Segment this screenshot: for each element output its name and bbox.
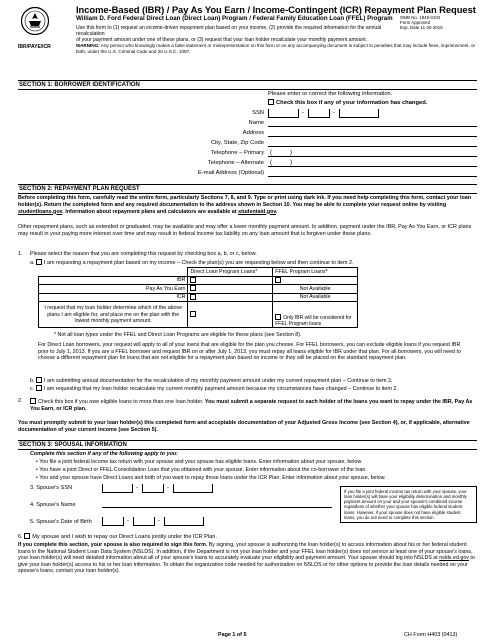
phone-alt-label: Telephone – Alternate: [207, 160, 264, 166]
phone-primary-paren-close: ): [290, 150, 292, 156]
spousal-bullet-2-text: You have a joint Direct or FFEL Consolidation Loan that you obtained with your spouse. Enter information about the co-borrower of the loan.: [39, 467, 367, 473]
nslds-link[interactable]: nslds.ed.gov: [439, 555, 469, 562]
warning-notice: [76, 43, 481, 54]
phone-primary-field[interactable]: [268, 148, 477, 157]
icr-ffel-status: Not Available: [273, 293, 358, 302]
item-1b-letter: b.: [30, 378, 35, 384]
paye-direct-checkbox[interactable]: [188, 285, 273, 294]
form-subtitle: William D. Ford Federal Direct Loan (Direct Loan) Program / Federal Family Education Loan (FFEL) Program: [76, 15, 393, 22]
section-1-intro: Please enter or correct the following information.: [268, 91, 393, 97]
name-label: Name: [248, 120, 264, 126]
item-6-checkbox[interactable]: [24, 533, 30, 539]
spouse-ssn-dash-1: -: [136, 485, 138, 491]
info-changed-checkbox[interactable]: [268, 99, 274, 105]
spouse-ssn-part-2[interactable]: [142, 484, 164, 493]
item-6-text: My spouse and I wish to repay our Direct Loans jointly under the ICR Plan.: [32, 534, 217, 540]
spouse-ssn-part-3[interactable]: [173, 484, 213, 493]
spousal-bullet-1-text: You file a joint federal income tax return with your spouse and your spouse has eligible loans. Enter information about your spouse, below.: [39, 459, 363, 465]
ibr-ffel-checkbox[interactable]: [273, 276, 358, 285]
lowest-ffel-note-text: Only IBR will be considered for FFEL Program loans: [275, 315, 352, 328]
ibr-direct-checkbox[interactable]: [188, 276, 273, 285]
email-field[interactable]: [268, 168, 477, 177]
ssn-label: SSN: [252, 110, 264, 116]
paye-ffel-status: Not Available: [273, 285, 358, 294]
spouse-signature-paragraph: [18, 542, 477, 575]
instructions-line-2: of your payment amount under one of these plans, or (3) request that your loan holder recalculate your monthly payment amount.: [76, 37, 368, 44]
ssn-part-1[interactable]: [268, 109, 299, 118]
section-2-instructions-end: .: [276, 208, 278, 215]
item-2-text: [30, 398, 475, 413]
section-2-instructions-mid: . Information about repayment plans and calculators are available at: [62, 208, 239, 215]
phone-alt-paren-close: ): [290, 160, 292, 166]
plan-row-icr: [39, 293, 358, 302]
page-number: Page 1 of 5: [218, 632, 247, 638]
item-1c-checkbox[interactable]: [36, 385, 42, 391]
omb-approved: Form Approved: [400, 20, 431, 26]
ibr-ffel-box[interactable]: [275, 277, 281, 283]
icr-direct-checkbox[interactable]: [188, 293, 273, 302]
lowest-direct-box[interactable]: [190, 311, 196, 317]
ssn-part-2[interactable]: [308, 109, 330, 118]
section-2-instructions-text: Before completing this form, carefully read the entire form, particularly Sections 7, 8, and 9. Type or print using dark ink. If you need help completing this form, contact your loan holder(s). Return the completed form and any required documentation to the address shown in Section 10. You may be able to complete your request online by visiting: [18, 195, 472, 208]
plan-table-corner: [39, 268, 188, 277]
col-direct-header: Direct Loan Program Loans*: [188, 268, 273, 277]
address-field[interactable]: [268, 128, 477, 137]
item-1c-row: [30, 385, 398, 393]
spousal-bullet-3-text: You and your spouse have Direct Loans and both of you want to repay those loans under the ICR Plan. Enter information about your spouse, below.: [39, 475, 386, 481]
name-field[interactable]: [268, 118, 477, 127]
studentaid-link[interactable]: studentaid.gov: [238, 208, 277, 215]
plan-row-lowest: [39, 302, 358, 328]
spouse-signature-bold: If you complete this section, your spouse is also required to sign this form.: [18, 542, 208, 548]
address-label: Address: [242, 130, 264, 136]
spouse-dob-year[interactable]: [164, 517, 204, 526]
info-changed-label: Check this box if any of your information has changed.: [276, 100, 428, 106]
department-seal-icon: [20, 6, 50, 40]
ssn-dash-1: -: [302, 110, 304, 116]
plan-row-ibr: [39, 276, 358, 285]
item-2-text-plain: Check this box if you owe eligible loans to more than one loan holder.: [38, 399, 205, 405]
item-2-checkbox[interactable]: [30, 398, 36, 404]
omb-number: OMB No. 1845-0102: [400, 15, 441, 20]
spouse-dob-dash-1: -: [127, 518, 129, 524]
email-label: E-mail Address (Optional): [197, 170, 264, 176]
section-2-heading: SECTION 2: REPAYMENT PLAN REQUEST: [18, 184, 477, 194]
instructions-line-1: Use this form to (1) request an income-driven repayment plan based on your income, (2) provide the required information for the annual recalculation: [76, 25, 382, 38]
spouse-ssn-label: 3. Spouse's SSN: [30, 485, 73, 491]
other-plans-paragraph: Other repayment plans, such as extended or graduated, may be available and may offer a lower monthly payment amount. In addition, payment under the IBR, Pay As You Earn, or ICR plans may result in your paying more interest over time and may result in federal income tax liability on any loan amount that is forgiven under these plans.: [18, 224, 472, 237]
plan-row-paye: [39, 285, 358, 294]
warning-label: WARNING:: [76, 43, 100, 48]
item-1a-text: I am requesting a repayment plan based on my income – Check the plan(s) you are requesting below and then continue to item 2.: [44, 260, 354, 266]
item-2-number: 2.: [18, 398, 23, 404]
lowest-direct-checkbox[interactable]: [188, 302, 273, 328]
spousal-bullet-2: • You have a joint Direct or FFEL Consolidation Loan that you obtained with your spouse. Enter information about the co-borrower of the loan.: [36, 467, 367, 473]
studentloans-link[interactable]: studentloans.gov: [18, 208, 63, 215]
plan-label-paye: Pay As You Earn: [39, 285, 188, 294]
phone-primary-label: Telephone – Primary: [210, 150, 264, 156]
item-1-number: 1.: [18, 251, 23, 257]
warning-text: Any person who knowingly makes a false statement or misrepresentation on this form or on any accompanying document is subject to penalties that may include fines, imprisonment, or both, under the U.S. Criminal Code and 20 U.S.C. 1097.: [76, 43, 476, 54]
plan-selection-table: [38, 267, 358, 328]
spouse-ssn-part-1[interactable]: [102, 484, 133, 493]
plan-label-ibr: IBR: [39, 276, 188, 285]
spouse-signature-end: to give your loan holder(s) access to his or her loan information. To obtain the organization code needed for authorization on NSLDS or for other options to provide the loan details needed on your spouse's loans, contact your loan holder(s).: [18, 555, 475, 575]
item-1-text: Please select the reason that you are completing this request by checking box a, b, or c, below.: [30, 251, 257, 257]
ssn-part-3[interactable]: [339, 109, 379, 118]
spouse-dob-label: 5. Spouse's Date of Birth: [30, 519, 92, 525]
plan-label-icr: ICR: [39, 293, 188, 302]
paye-direct-box[interactable]: [190, 285, 196, 291]
item-2-text-bold: You must submit a separate request to each holder of the loans you want to repay under the IBR, Pay As You Earn, or ICR plan.: [30, 399, 473, 413]
phone-primary-paren-open: (: [270, 150, 272, 156]
plan-table-header: [39, 268, 358, 277]
item-1c-letter: c.: [30, 386, 35, 392]
city-label: City, State, Zip Code: [210, 140, 264, 146]
omb-info: [400, 15, 480, 31]
spouse-dob-dash-2: -: [158, 518, 160, 524]
item-6-number: 6.: [18, 534, 23, 540]
item-1a-checkbox[interactable]: [36, 259, 42, 265]
ibr-direct-box[interactable]: [190, 277, 196, 283]
form-title: Income-Based (IBR) / Pay As You Earn / Income-Contingent (ICR) Repayment Plan Request: [76, 4, 476, 15]
plan-scope-paragraph: For Direct Loan borrowers, your request will apply to all of your loans that are eligible for the plan you choose. For FFEL borrowers, you can exclude eligible loans if you request IBR prior to July 1, 2013. If you are a FFEL borrower and request IBR on or after July 1, 2013, you must repay all loans eligible for IBR under that plan. For all borrowers, you will need to choose a different repayment plan for loans that are not eligible for a repayment plan based on income or they will be placed on the standard repayment plan.: [38, 342, 461, 362]
phone-alt-paren-open: (: [270, 160, 272, 166]
item-1b-row: [30, 377, 392, 385]
item-1c-text: I am requesting that my loan holder recalculate my current monthly payment amount because my circumstances have changed – Continue to item 2.: [43, 386, 398, 392]
spousal-bullet-1: • You file a joint federal income tax return with your spouse and your spouse has eligible loans. Enter information about your spouse, below.: [36, 459, 363, 465]
plan-label-lowest: I request that my loan holder determine which of the above plans I am eligible for, and place me on the plan with the lowest monthly payment amount.: [39, 302, 188, 328]
form-code: IBR/PAYE/ICR: [18, 44, 51, 50]
col-ffel-header: FFEL Program Loans*: [273, 268, 358, 277]
section-3-intro: Complete this section if any of the following apply to you:: [30, 451, 178, 457]
ssn-dash-2: -: [333, 110, 335, 116]
form-instructions: [76, 25, 396, 44]
item-1b-text: I am submitting annual documentation for the recalculation of my monthly payment amount under my current repayment plan – Continue to item 2.: [44, 378, 393, 384]
item-1a-letter: a.: [30, 260, 35, 266]
submit-documentation-paragraph: You must promptly submit to your loan holder(s) this completed form and acceptable documentation of your Adjusted Gross Income (see Section 4), or, if applicable, alternative documentation of your current income (see Section 5).: [18, 420, 470, 433]
info-changed-row: [268, 99, 427, 107]
spouse-name-label: 4. Spouse's Name: [30, 502, 76, 508]
phone-alt-field[interactable]: [268, 158, 477, 167]
section-2-instructions: [18, 195, 477, 215]
section-3-heading: SECTION 3: SPOUSAL INFORMATION: [18, 440, 477, 450]
spouse-dob-day[interactable]: [133, 517, 155, 526]
plan-footnote: * Not all loan types under the FFEL and Direct Loan Programs are eligible for these plans (see Section 8).: [54, 332, 302, 338]
item-6-row: [18, 533, 217, 541]
spouse-name-field[interactable]: [102, 499, 332, 508]
spouse-signature-text: By signing, your spouse is authorizing the loan holder(s) to access information about his or her federal student loans in the National Student Loan Data System (NSLDS). In addition, if the Department is not your loan holder and your FFEL loan holder(s) does not service at least one of your spouse's loans, your loan holder(s) will need detailed information about all of your spouse's loans to accurately evaluate your eligibility and payment amount. Your spouse should log into NSLDS at: [18, 542, 473, 562]
item-1b-checkbox[interactable]: [36, 377, 42, 383]
joint-return-note: If you file a joint federal income tax return with your spouse, your loan holder(s) will base your eligibility determination and monthly payment amount on your and your spouse's combined income regardless of whether your spouse has eligible federal student loans. However, if your spouse does not have eligible student loans, you do not need to complete this section.: [340, 486, 477, 523]
spouse-ssn-dash-2: -: [167, 485, 169, 491]
item-1a-row: [30, 259, 354, 267]
omb-expiry: Exp. Date 11-30-2016: [400, 25, 443, 31]
spouse-dob-month[interactable]: [102, 517, 124, 526]
spousal-bullet-3: • You and your spouse have Direct Loans and both of you want to repay those loans under the ICR Plan. Enter information about your spouse, below.: [36, 475, 386, 481]
section-1-heading: SECTION 1: BORROWER IDENTIFICATION: [18, 80, 477, 90]
city-field[interactable]: [268, 138, 477, 147]
lowest-ffel-note: [273, 302, 358, 328]
lowest-ffel-box[interactable]: [275, 314, 281, 320]
form-version: CH Form H403 (0413): [404, 632, 458, 638]
icr-direct-box[interactable]: [190, 294, 196, 300]
